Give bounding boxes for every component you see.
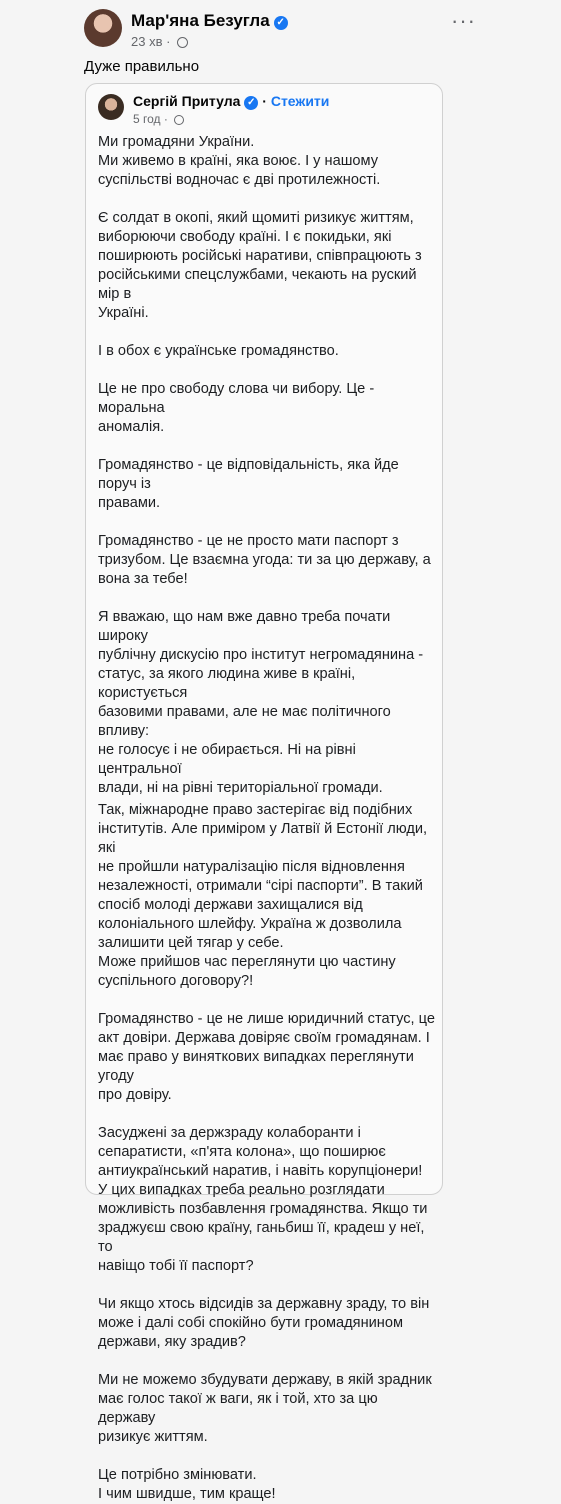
post-paragraph: Ми не можемо збудувати державу, в якій зрадник має голос такої ж ваги, як і той, хто за цю державу ризикує життям. <box>98 1372 432 1445</box>
outer-post-time[interactable]: 23 хв <box>131 34 163 49</box>
follow-button[interactable]: Стежити <box>270 93 330 109</box>
outer-post-meta: 23 хв · <box>131 34 188 49</box>
outer-author-row <box>131 11 288 31</box>
separator-dot: · <box>258 93 271 109</box>
author-avatar[interactable] <box>84 9 122 47</box>
post-paragraph: Є солдат в окопі, який щомиті ризикує життям, виборюючи свободу країні. І є покидьки, які поширюють російські наративи, співпрацюють з російськими спецслужбами, чекають на руский мір в Україні. <box>98 210 422 321</box>
post-paragraph: Чи якщо хтось відсидів за державну зраду, то він може і далі собі спокійно бути громадянином держави, яку зрадив? <box>98 1296 430 1350</box>
shared-author-row <box>133 93 329 110</box>
post-paragraph: Громадянство - це не просто мати паспорт з тризубом. Це взаємна угода: ти за цю державу, а вона за тебе! <box>98 533 431 587</box>
globe-icon <box>177 37 188 48</box>
post-paragraph: Це потрібно змінювати. І чим швидше, тим краще! <box>98 1467 276 1502</box>
shared-author-name[interactable]: Сергій Притула <box>133 93 241 109</box>
verified-badge-icon: ✓ <box>244 96 258 110</box>
verified-badge-icon: ✓ <box>274 16 288 30</box>
outer-post-header <box>0 0 561 60</box>
shared-post-card <box>85 83 443 1502</box>
more-options-icon[interactable]: ··· <box>451 8 476 33</box>
shared-post-time[interactable]: 5 год <box>133 112 161 126</box>
shared-post-meta: 5 год · <box>133 112 184 126</box>
post-paragraph: Це не про свободу слова чи вибору. Це - моральна аномалія. <box>98 381 375 435</box>
shared-post-body <box>98 133 438 1504</box>
outer-author-name[interactable]: Мар'яна Безугла <box>131 11 270 30</box>
globe-icon <box>174 115 184 125</box>
shared-author-avatar[interactable] <box>98 94 124 120</box>
post-paragraph: І в обох є українське громадянство. <box>98 343 339 359</box>
post-paragraph: Громадянство - це відповідальність, яка йде поруч із правами. <box>98 457 399 511</box>
post-paragraph: Так, міжнародне право застерігає від подібних інститутів. Але приміром у Латвії й Естонії люди, які не пройшли натуралізацію після відновлення незалежності, отримали “сірі паспорти”. В такий спосіб молоді держави захищалися від колоніального шлейфу. Україна ж дозволила залишити цей тягар у себе. Може прийшов час переглянути цю частину суспільного договору?! <box>98 802 428 989</box>
outer-post-text: Дуже правильно <box>84 58 200 75</box>
post-paragraph: Я вважаю, що нам вже давно треба почати широку публічну дискусію про інститут негромадянина - статус, за якого людина живе в країні, користується базовими правами, але не має політичного впливу: не голосує і не обирається. Ні на рівні центральної влади, ні на рівні територіальної громади. <box>98 609 424 796</box>
post-paragraph: Громадянство - це не лише юридичний статус, це акт довіри. Держава довіряє своїм громадянам. І має право у виняткових випадках переглянути угоду про довіру. <box>98 1011 435 1103</box>
post-paragraph: Ми громадяни України. Ми живемо в країні, яка воює. І у нашому суспільстві водночас є дві протилежності. <box>98 134 381 188</box>
post-paragraph: Засуджені за держзраду колаборанти і сепаратисти, «п'ята колона», що поширює антиукраїнський наратив, і навіть корупціонери! У цих випадках треба реально розглядати можливість позбавлення громадянства. Якщо ти зраджуєш свою країну, ганьбиш її, крадеш у неї, то навіщо тобі її паспорт? <box>98 1125 428 1274</box>
